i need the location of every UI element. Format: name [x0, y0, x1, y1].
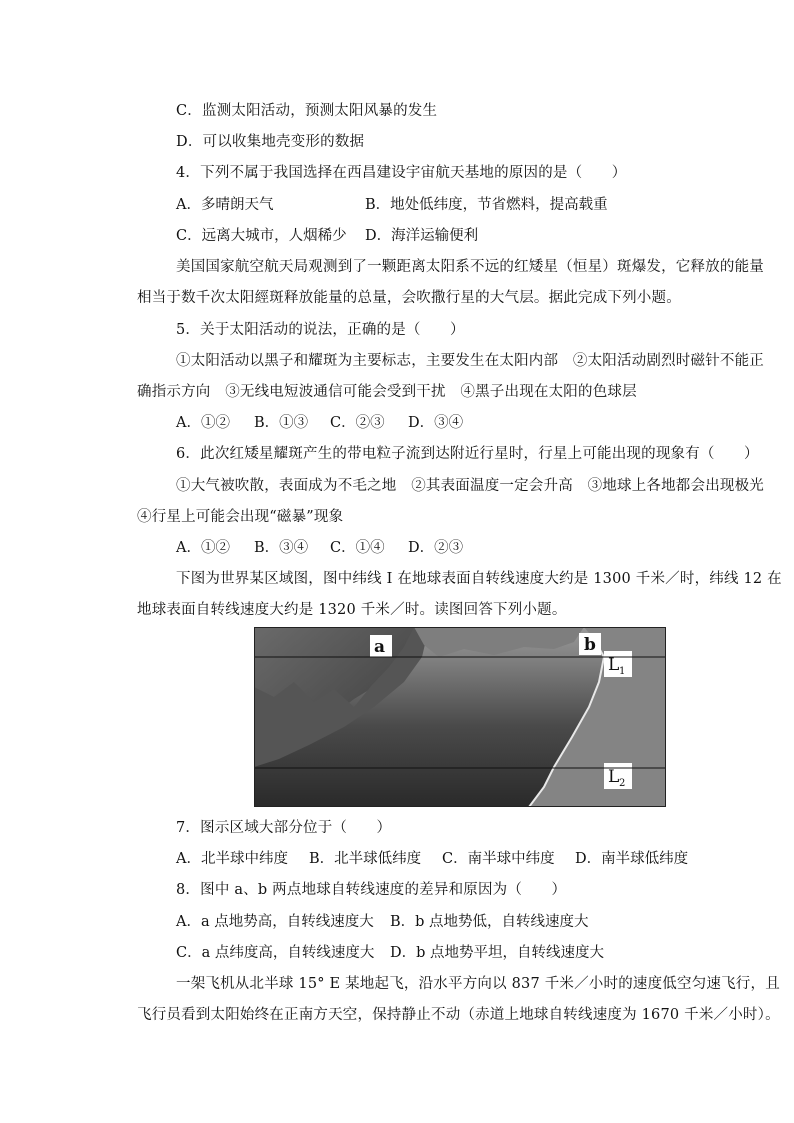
- map-label-a: a: [374, 637, 386, 657]
- map-label-l2: L: [608, 767, 620, 787]
- map-label-l1: L: [608, 655, 620, 675]
- q5-option-b: B．①③: [254, 415, 309, 431]
- question-4: 4．下列不属于我国选择在西昌建设宇宙航天基地的原因的是（ ）: [176, 165, 627, 181]
- q7-option-c: C．南半球中纬度: [442, 851, 555, 867]
- q4-option-d: D．海洋运输便利: [365, 228, 479, 244]
- paragraph-3-line-1: 一架飞机从北半球 15° E 某地起飞，沿水平方向以 837 千米／小时的速度低空匀速飞行，且: [176, 976, 780, 992]
- q6-option-d: D．②③: [408, 540, 464, 556]
- q4-option-b: B．地处低纬度，节省燃料，提高载重: [365, 197, 608, 213]
- q8-option-a: A．a 点地势高，自转线速度大: [176, 914, 374, 930]
- question-7: 7．图示区域大部分位于（ ）: [176, 820, 392, 836]
- question-5: 5．关于太阳活动的说法，正确的是（ ）: [176, 322, 465, 338]
- map-label-b: b: [584, 635, 596, 655]
- q8-option-b: B．b 点地势低，自转线速度大: [390, 914, 589, 930]
- map-label-l2-sub: 2: [619, 778, 626, 789]
- question-6: 6．此次红矮星耀斑产生的带电粒子流到达附近行星时，行星上可能出现的现象有（ ）: [176, 446, 759, 462]
- paragraph-1-line-2: 相当于数千次太阳經斑释放能量的总量，会吹撒行星的大气层。据此完成下列小题。: [137, 290, 681, 306]
- paragraph-2-line-2: 地球表面自转线速度大约是 1320 千米／时。读图回答下列小题。: [137, 602, 567, 618]
- q6-option-b: B．③④: [254, 540, 309, 556]
- q6-option-a: A．①②: [176, 540, 230, 556]
- q8-option-c: C．a 点纬度高，自转线速度大: [176, 945, 375, 961]
- region-map: [254, 627, 666, 807]
- map-label-l1-sub: 1: [619, 666, 626, 677]
- q5-option-d: D．③④: [408, 415, 464, 431]
- q7-option-b: B．北半球低纬度: [309, 851, 422, 867]
- paragraph-1-line-1: 美国国家航空航天局观测到了一颗距离太阳系不远的红矮星（恒星）斑爆发，它释放的能量: [176, 259, 764, 275]
- q4-option-c: C．远离大城市，人烟稀少: [176, 228, 347, 244]
- q5-option-a: A．①②: [176, 415, 230, 431]
- paragraph-2-line-1: 下图为世界某区域图，图中纬线 I 在地球表面自转线速度大约是 1300 千米／时，纬线 12 在: [176, 571, 782, 587]
- q6-option-c: C．①④: [330, 540, 385, 556]
- q5-statements-line-1: ①太阳活动以黑子和耀斑为主要标志，主要发生在太阳内部 ②太阳活动剧烈时磁针不能正: [176, 353, 764, 369]
- line-q3d: D．可以收集地壳变形的数据: [176, 134, 365, 150]
- line-q3c: C．监测太阳活动，预测太阳风暴的发生: [176, 103, 438, 119]
- q6-statements-line-1: ①大气被吹散，表面成为不毛之地 ②其表面温度一定会升高 ③地球上各地都会出现极光: [176, 478, 764, 494]
- q6-statements-line-2: ④行星上可能会出现“磁暴”现象: [137, 509, 344, 525]
- paragraph-3-line-2: 飞行员看到太阳始终在正南方天空，保持静止不动（赤道上地球自转线速度为 1670 千米／小时）。: [137, 1007, 780, 1023]
- q5-statements-line-2: 确指示方向 ③无线电短波通信可能会受到干扰 ④黑子出现在太阳的色球层: [137, 384, 637, 400]
- q7-option-a: A．北半球中纬度: [176, 851, 288, 867]
- q5-option-c: C．②③: [330, 415, 385, 431]
- q7-option-d: D．南半球低纬度: [575, 851, 689, 867]
- q4-option-a: A．多晴朗天气: [176, 197, 274, 213]
- q8-option-d: D．b 点地势平坦，自转线速度大: [390, 945, 605, 961]
- question-8: 8．图中 a、b 两点地球自转线速度的差异和原因为（ ）: [176, 882, 567, 898]
